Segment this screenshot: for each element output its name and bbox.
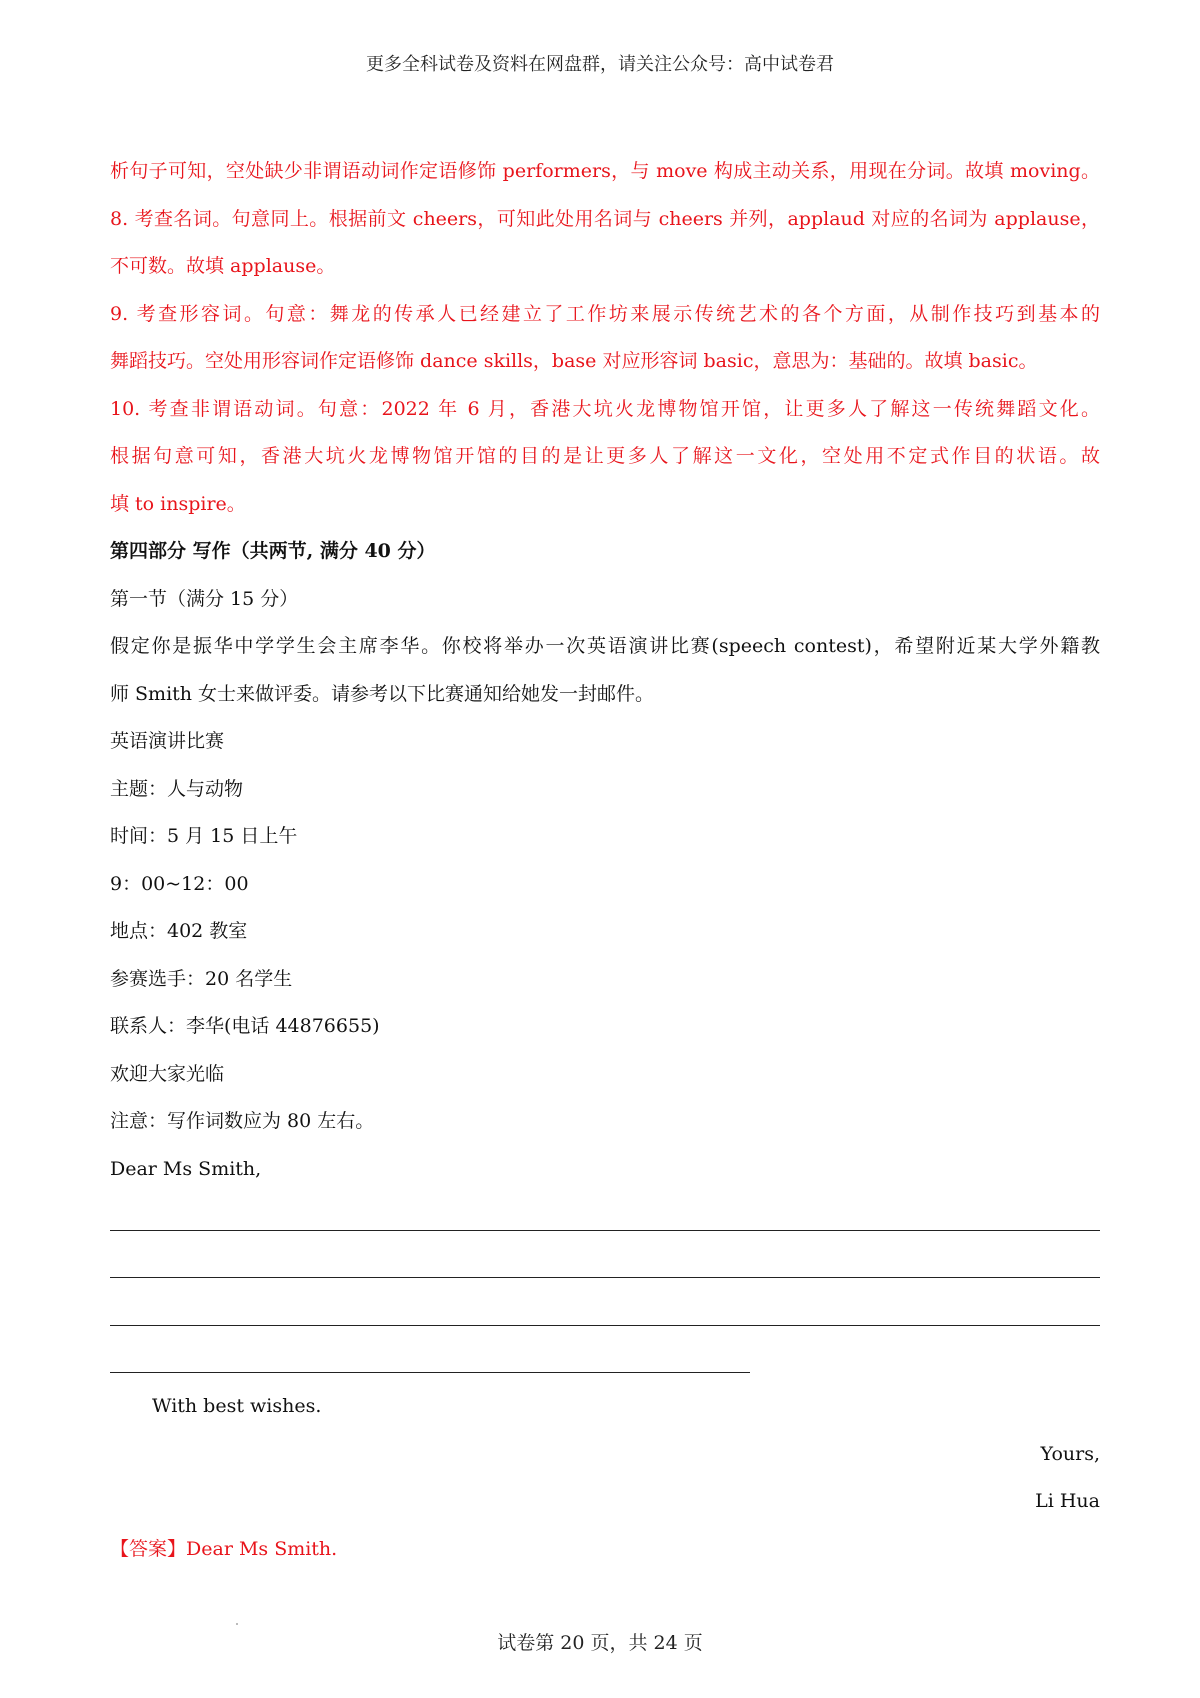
notice-date: 时间：5 月 15 日上午: [110, 825, 298, 847]
notice-theme: 主题：人与动物: [110, 777, 244, 800]
notice-contestants: 参赛选手：20 名学生: [110, 967, 293, 990]
explanation-line: 不可数。故填 applause。: [110, 255, 336, 277]
writing-line[interactable]: [110, 1241, 1100, 1289]
answer-tag: 【答案】: [110, 1537, 187, 1560]
letter-salutation: Dear Ms Smith,: [110, 1157, 262, 1180]
notice-title: 英语演讲比赛: [110, 730, 225, 752]
explanation-line: 根据句意可知，香港大坑火龙博物馆开馆的目的是让更多人了解这一文化，空处用不定式作目的状语。故: [110, 445, 1100, 467]
answer-line: [110, 1526, 1100, 1574]
writing-line[interactable]: [110, 1288, 1100, 1336]
notice-welcome: 欢迎大家光临: [110, 1062, 225, 1085]
page-footer: 试卷第 20 页，共 24 页: [497, 1632, 703, 1654]
explanation-line: 9. 考查形容词。句意：舞龙的传承人已经建立了工作坊来展示传统艺术的各个方面，从制作技巧到基本的: [110, 302, 1100, 325]
letter-sign-off: Yours,: [1040, 1442, 1100, 1465]
explanation-line: 8. 考查名词。句意同上。根据前文 cheers，可知此处用名词与 cheers 并列，applaud 对应的名词为 applause，: [110, 207, 1100, 230]
explanation-line: 析句子可知，空处缺少非谓语动词作定语修饰 performers，与 move 构成主动关系，用现在分词。故填 moving。: [110, 160, 1100, 182]
explanation-line: 舞蹈技巧。空处用形容词作定语修饰 dance skills，base 对应形容词 basic，意思为：基础的。故填 basic。: [110, 350, 1038, 372]
stray-dot: [236, 1623, 238, 1625]
answer-text: Dear Ms Smith.: [186, 1537, 338, 1560]
writing-line[interactable]: [110, 1336, 1100, 1384]
notice-time: 9：00~12：00: [110, 872, 249, 895]
task-line: 师 Smith 女士来做评委。请参考以下比赛通知给她发一封邮件。: [110, 682, 655, 705]
page-header: 更多全科试卷及资料在网盘群，请关注公众号：高中试卷君: [366, 54, 834, 75]
explanation-line: 10. 考查非谓语动词。句意：2022 年 6 月，香港大坑火龙博物馆开馆，让更多人了解这一传统舞蹈文化。: [110, 397, 1100, 420]
letter-closing: With best wishes.: [152, 1395, 322, 1417]
notice-contact: 联系人：李华(电话 44876655): [110, 1015, 380, 1037]
subsection-title: 第一节（满分 15 分）: [110, 587, 299, 610]
document-body: [110, 148, 1100, 1573]
task-line: 假定你是振华中学学生会主席李华。你校将举办一次英语演讲比赛(speech contest)，希望附近某大学外籍教: [110, 635, 1100, 657]
explanation-line: 填 to inspire。: [110, 492, 246, 515]
writing-line[interactable]: [110, 1193, 1100, 1241]
letter-signature: Li Hua: [1035, 1490, 1100, 1512]
section-title: 第四部分 写作（共两节, 满分 40 分）: [110, 540, 436, 562]
word-count-note: 注意：写作词数应为 80 左右。: [110, 1110, 375, 1132]
notice-location: 地点：402 教室: [110, 920, 248, 942]
